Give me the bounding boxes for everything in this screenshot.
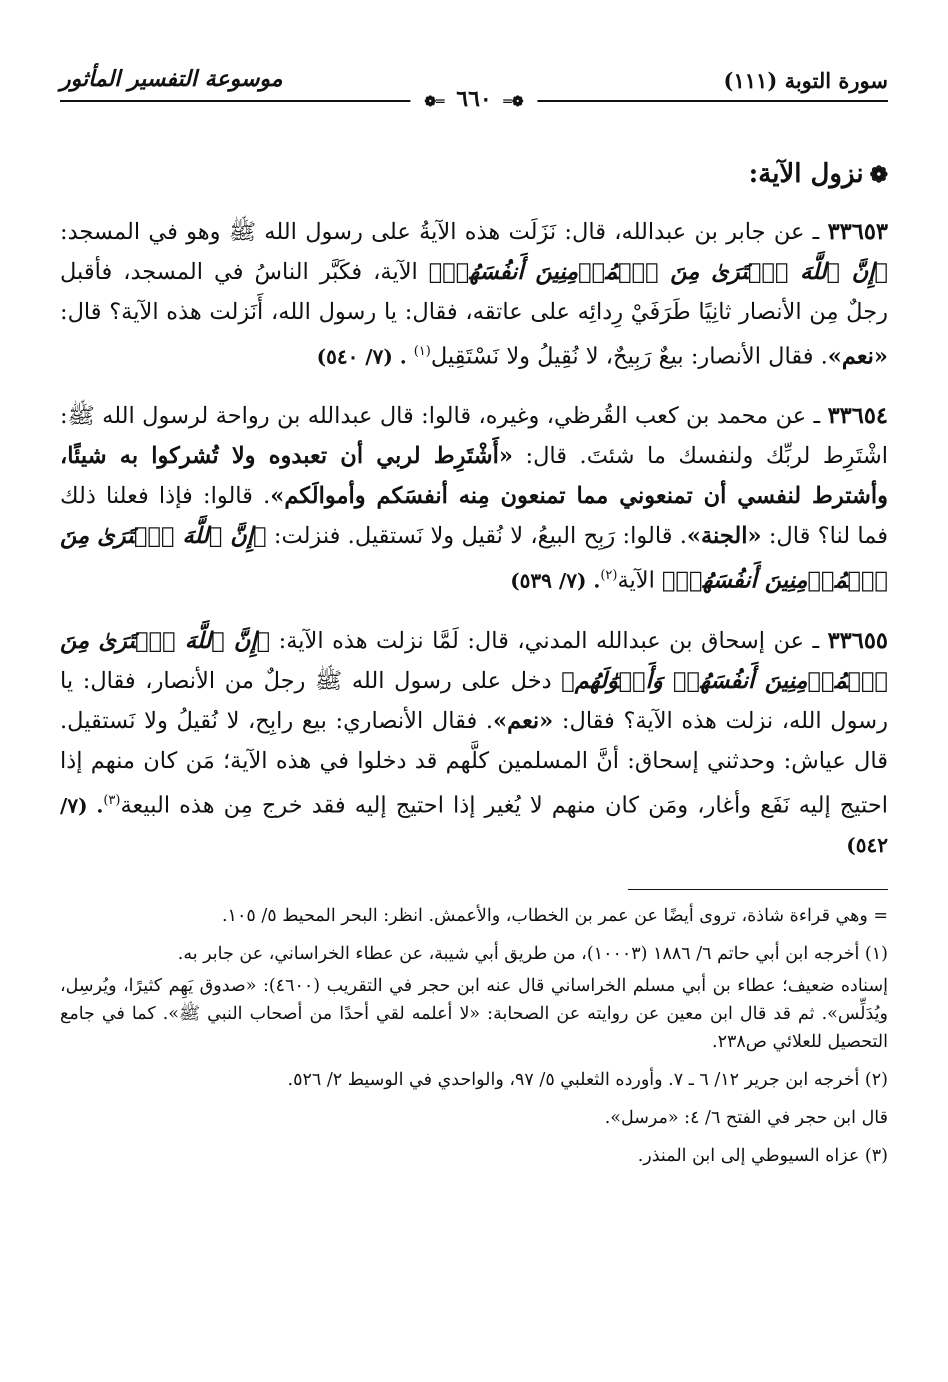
surah-title: سورة التوبة (١١١): [723, 68, 888, 93]
footnotes: [60, 902, 888, 1170]
hadith-number: ٣٣٦٥٣: [827, 218, 888, 245]
prophet-quote: «نعم»: [493, 707, 554, 734]
footnote-marker: (١): [413, 343, 431, 359]
footnote: إسناده ضعيف؛ عطاء بن أبي مسلم الخراساني قال عنه ابن حجر في التقريب (٤٦٠٠): «صدوق يَهِم كثيرًا، ويُرسِل، ويُدَلِّس». ثم قد قال ابن معين عن روايته عن الصحابة: «لا أعلمه لقي أحدًا من أصحاب النبي ﷺ». كما في جامع التحصيل للعلائي ص٢٣٨.: [60, 976, 888, 1053]
quran-verse: ﴿إِنَّ ٱللَّهَ ٱشۡتَرَىٰ مِنَ ٱلۡمُؤۡمِنِينَ أَنفُسَهُمۡ﴾: [428, 258, 888, 285]
hadith-text: ـ عن إسحاق بن عبدالله المدني، قال: لَمَّا نزلت هذه الآية:: [270, 627, 828, 654]
section-title-text: نزول الآية:: [748, 159, 864, 189]
hadith-text: ـ عن جابر بن عبدالله، قال: نَزَلَت هذه الآيةُ على رسول الله ﷺ وهو في المسجد:: [60, 218, 828, 245]
prophet-quote: «أَشْتَرِط لربي أن تعبدوه ولا تُشركوا به شيئًا، وأشترط لنفسي أن تمنعوني مما تمنعون مِنه أنفسَكم وأموالَكم»: [60, 443, 889, 510]
hadith-text: ـ عن محمد بن كعب القُرظي، وغيره، قالوا: قال عبدالله بن رواحة لرسول الله ﷺ: اشْتَرِط لربِّك ولنفسك ما شئتَ. قال:: [60, 403, 888, 470]
hadith-text: دخل على رسول الله ﷺ رجلٌ من الأنصار، فقال: يا رسول الله، نزلت هذه الآية؟ فقال:: [60, 667, 888, 734]
prophet-quote: «الجنة»: [686, 523, 762, 550]
hadith-text: الآية، فكَبَّر الناسُ في المسجد، فأقبل رجلٌ مِن الأنصار ثانِيًا طَرَفَيْ رِدائِه على عاتقه، فقال: يا رسول الله، أَنَزلت هذه الآية؟ قال:: [60, 258, 888, 325]
hadith-paragraph: [60, 212, 888, 377]
section-heading: [60, 158, 888, 192]
footnote: قال ابن حجر في الفتح ٦/ ٤: «مرسل».: [604, 1108, 888, 1129]
hadith-number: ٣٣٦٥٤: [827, 403, 888, 430]
footnote: (٢) أخرجه ابن جرير ١٢/ ٦ ـ ٧. وأورده الثعلبي ٥/ ٩٧، والواحدي في الوسيط ٢/ ٥٢٦.: [287, 1070, 888, 1091]
volume-reference: . (٧/ ٥٤٠): [316, 344, 414, 369]
hadith-text: الآية: [617, 567, 663, 594]
ornament-icon: ═❁: [424, 94, 445, 110]
page-header: [60, 60, 888, 112]
prophet-quote: «نعم»: [827, 343, 888, 370]
volume-reference: . (٧/ ٥٣٩): [510, 568, 601, 593]
ornament-icon: ❁═: [503, 94, 524, 110]
book-title: موسوعة التفسير المأثور: [60, 66, 283, 92]
footnote-marker: (٣): [103, 792, 121, 808]
footnote-separator: [628, 889, 888, 890]
quran-verse: ﴿إِنَّ ٱللَّهَ ٱشۡتَرَىٰ مِنَ ٱلۡمُؤۡمِنِينَ أَنفُسَهُمۡ وَأَمۡوَٰلَهُم﴾: [60, 627, 888, 694]
hadith-text: . قالوا: رَبِح البيعُ، لا نُقيل ولا نَستقيل. فنزلت:: [266, 523, 687, 550]
page-number: ٦٦٠: [456, 86, 492, 112]
hadith-number: ٣٣٦٥٥: [827, 627, 888, 654]
quran-verse: ﴿إِنَّ ٱللَّهَ ٱشۡتَرَىٰ مِنَ ٱلۡمُؤۡمِنِينَ أَنفُسَهُمۡ﴾: [60, 523, 888, 594]
hadith-paragraph: [60, 621, 888, 866]
volume-reference: . (٧/ ٥٤٢): [60, 793, 888, 858]
hadith-text: . فقال الأنصاري: بيع رابِح، لا نُقيلُ ولا نَستقيل. قال عياش: وحدثني إسحاق: أنَّ المسلمين كلَّهم قد دخلوا في هذه الآية؛ مَن كان منهم إذا احتيج إليه نَفَع وأغار، ومَن كان منهم لا يُغير إذا احتيج إليه فقد خرج مِن هذه البيعة: [60, 707, 889, 819]
page: [60, 60, 888, 1180]
flower-icon: ❁: [869, 162, 888, 188]
hadith-text: . قالوا: فإذا فعلنا ذلك فما لنا؟ قال:: [60, 483, 889, 550]
hadith-text: . فقال الأنصار: بيعٌ رَبِيحٌ، لا نُقِيلُ ولا نَسْتَقِيل: [430, 343, 828, 370]
footnote: = وهي قراءة شاذة، تروى أيضًا عن عمر بن الخطاب، والأعمش. انظر: البحر المحيط ٥/ ١٠٥.: [221, 906, 888, 927]
hadith-paragraph: [60, 396, 888, 601]
footnote: (١) أخرجه ابن أبي حاتم ٦/ ١٨٨٦ (١٠٠٠٣)، من طريق أبي شيبة، عن عطاء الخراساني، عن جابر به.: [177, 944, 888, 965]
footnote-marker: (٢): [600, 568, 618, 584]
page-number-block: [410, 86, 537, 112]
footnote: (٣) عزاه السيوطي إلى ابن المنذر.: [637, 1146, 888, 1167]
